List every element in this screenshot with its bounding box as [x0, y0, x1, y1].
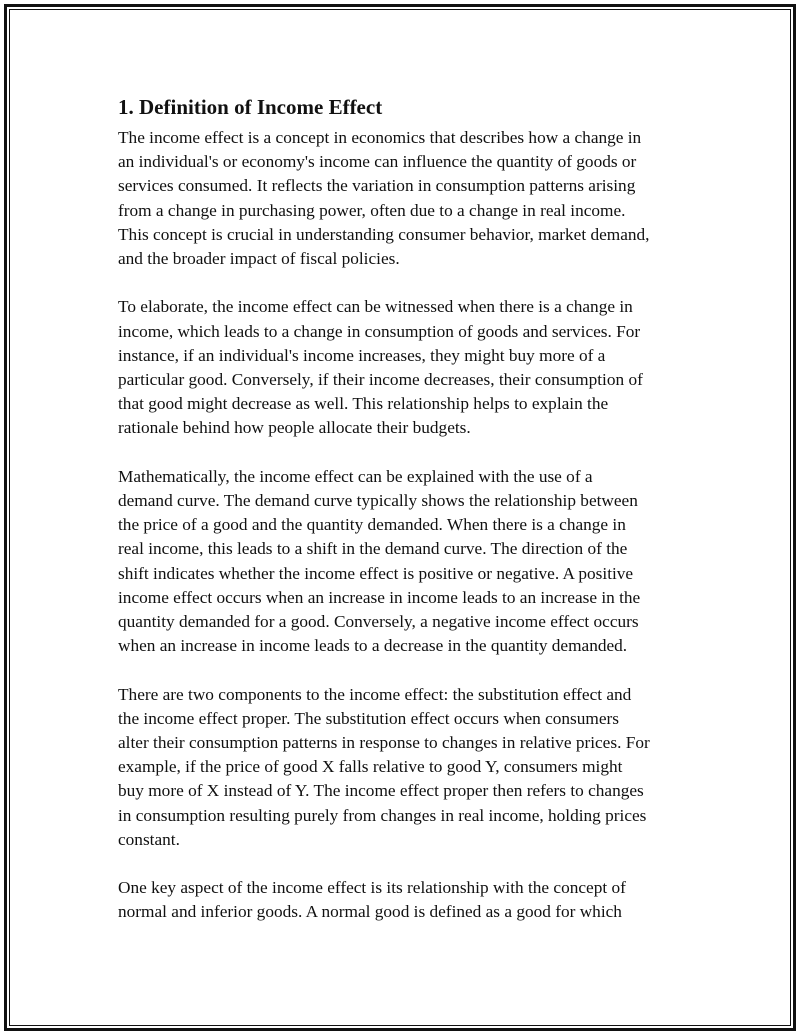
paragraph — [118, 465, 690, 659]
section-heading: 1. Definition of Income Effect — [118, 95, 383, 119]
paragraph-line: demand curve. The demand curve typically shows the relationship between — [118, 491, 638, 511]
paragraph-line: Mathematically, the income effect can be explained with the use of a — [118, 466, 593, 486]
paragraph — [118, 295, 690, 440]
paragraph-line: buy more of X instead of Y. The income effect proper then refers to changes — [118, 781, 644, 801]
paragraph-line: income effect occurs when an increase in income leads to an increase in the — [118, 587, 641, 607]
document-body — [118, 94, 690, 949]
paragraph-line: and the broader impact of fiscal policies. — [118, 249, 400, 269]
paragraph-line: real income, this leads to a shift in the demand curve. The direction of the — [118, 539, 628, 559]
paragraph-line: To elaborate, the income effect can be witnessed when there is a change in — [118, 297, 633, 317]
paragraph-line: The income effect is a concept in economics that describes how a change in — [118, 128, 642, 147]
paragraph-line: that good might decrease as well. This relationship helps to explain the — [118, 394, 609, 414]
paragraph-line: the income effect proper. The substitution effect occurs when consumers — [118, 708, 620, 728]
paragraph-line: the price of a good and the quantity demanded. When there is a change in — [118, 515, 626, 535]
paragraph-line: shift indicates whether the income effect is positive or negative. A positive — [118, 563, 634, 583]
paragraph-line: One key aspect of the income effect is its relationship with the concept of — [118, 878, 626, 898]
paragraph-line: rationale behind how people allocate their budgets. — [118, 418, 471, 438]
paragraph-line: example, if the price of good X falls relative to good Y, consumers might — [118, 757, 623, 777]
paragraph-line: There are two components to the income effect: the substitution effect and — [118, 684, 632, 704]
paragraph-line: constant. — [118, 829, 180, 849]
paragraph — [118, 876, 690, 924]
paragraph-line: alter their consumption patterns in response to changes in relative prices. For — [118, 733, 650, 753]
paragraph-line: an individual's or economy's income can influence the quantity of goods or — [118, 152, 637, 172]
paragraph — [118, 126, 690, 271]
paragraph-line: income, which leads to a change in consumption of goods and services. For — [118, 321, 641, 341]
paragraph-line: services consumed. It reflects the variation in consumption patterns arising — [118, 176, 636, 196]
paragraph-line: normal and inferior goods. A normal good is defined as a good for which — [118, 902, 622, 922]
paragraph-line: when an increase in income leads to a decrease in the quantity demanded. — [118, 636, 628, 656]
paragraph — [118, 683, 690, 852]
paragraph-line: This concept is crucial in understanding consumer behavior, market demand, — [118, 224, 650, 244]
paragraph-line: from a change in purchasing power, often due to a change in real income. — [118, 200, 626, 220]
paragraph-line: instance, if an individual's income increases, they might buy more of a — [118, 345, 606, 365]
paragraph-line: particular good. Conversely, if their income decreases, their consumption of — [118, 370, 643, 390]
paragraph-line: in consumption resulting purely from changes in real income, holding prices — [118, 805, 647, 825]
paragraph-line: quantity demanded for a good. Conversely, a negative income effect occurs — [118, 612, 639, 632]
